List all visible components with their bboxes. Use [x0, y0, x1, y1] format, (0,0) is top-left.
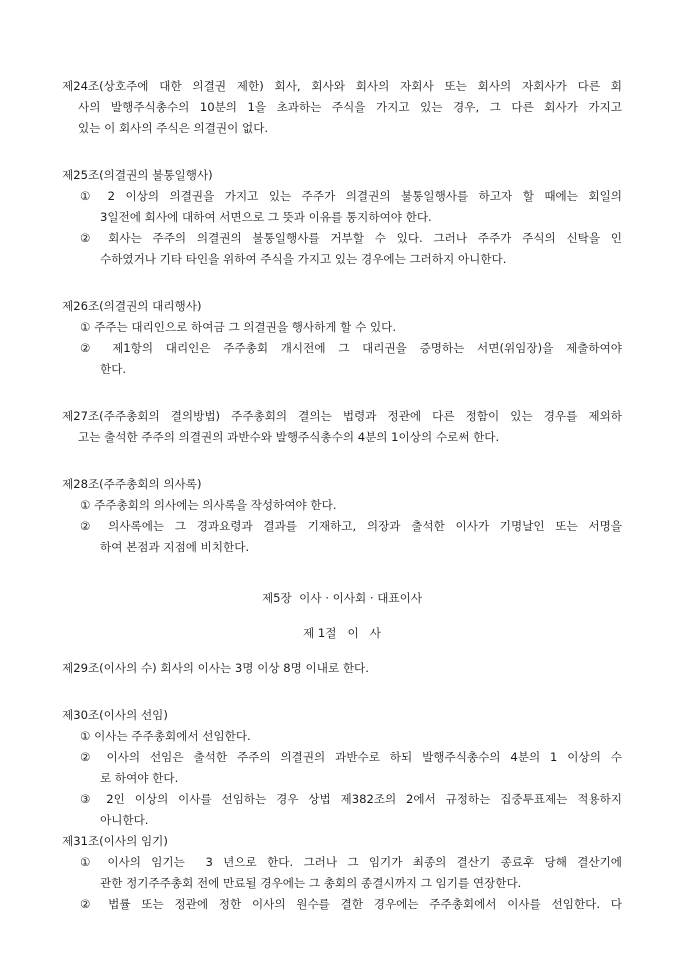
article-24-line-1: 제24조(상호주에 대한 의결권 제한) 회사, 회사와 회사의 자회사 또는 회사의 자회사가 다른 회 [62, 79, 622, 93]
article-24-line-2: 사의 발행주식총수의 10분의 1을 초과하는 주식을 가지고 있는 경우, 그 다른 회사가 가지고 [78, 100, 622, 114]
article-30-item-2: ② 이사의 선임은 출석한 주주의 의결권의 과반수로 하되 발행주식총수의 4분의 1 이상의 수 [80, 750, 622, 764]
article-31-item-2: ② 법률 또는 정관에 정한 이사의 원수를 결한 경우에는 주주총회에서 이사를 선임한다. 다 [80, 897, 622, 911]
chapter-heading: 제5장 이사 · 이사회 · 대표이사 [261, 591, 423, 605]
article-30-item-1: ① 이사는 주주총회에서 선임한다. [80, 729, 251, 743]
article-26-title: 제26조(의결권의 대리행사) [62, 299, 202, 313]
section-heading: 제 1절 이 사 [303, 626, 381, 640]
article-24 [62, 76, 622, 139]
article-26-item-1: ① 주주는 대리인으로 하여금 그 의결권을 행사하게 할 수 있다. [80, 320, 397, 334]
article-31 [62, 831, 622, 915]
article-28-title: 제28조(주주총회의 의사록) [62, 477, 202, 491]
article-27-line-2: 고는 출석한 주주의 의결권의 과반수와 발행주식총수의 4분의 1이상의 수로써 한다. [78, 430, 500, 444]
article-26-item-2-cont: 한다. [100, 362, 127, 376]
article-30-title: 제30조(이사의 선임) [62, 708, 168, 722]
article-28 [62, 474, 622, 558]
article-27 [62, 406, 622, 448]
article-25-item-2-cont: 수하였거나 기타 타인을 위하여 주식을 가지고 있는 경우에는 그러하지 아니한다. [100, 252, 507, 266]
article-31-item-1: ① 이사의 임기는 3 년으로 한다. 그러나 그 임기가 최종의 결산기 종료후 당해 결산기에 [80, 855, 622, 869]
article-25-item-1-cont: 3일전에 회사에 대하여 서면으로 그 뜻과 이유를 통지하여야 한다. [100, 210, 432, 224]
article-25-item-2: ② 회사는 주주의 의결권의 불통일행사를 거부할 수 있다. 그러나 주주가 주식의 신탁을 인 [80, 231, 622, 245]
article-25 [62, 165, 622, 270]
article-30-item-2-cont: 로 하여야 한다. [100, 771, 179, 785]
article-26 [62, 296, 622, 380]
article-24-line-3: 있는 이 회사의 주식은 의결권이 없다. [78, 121, 269, 135]
article-28-item-2: ② 의사록에는 그 경과요령과 결과를 기재하고, 의장과 출석한 이사가 기명날인 또는 서명을 [80, 519, 622, 533]
article-30-item-3-cont: 아니한다. [100, 813, 149, 827]
document-page [62, 76, 622, 915]
article-26-item-2: ② 제1항의 대리인은 주주총회 개시전에 그 대리권을 증명하는 서면(위임장)을 제출하여야 [80, 341, 622, 355]
article-25-title: 제25조(의결권의 불통일행사) [62, 168, 213, 182]
article-30 [62, 705, 622, 831]
article-31-title: 제31조(이사의 임기) [62, 834, 168, 848]
article-27-line-1: 제27조(주주총회의 결의방법) 주주총회의 결의는 법령과 정관에 다른 정함이 있는 경우를 제외하 [62, 409, 622, 423]
article-25-item-1: ① 2 이상의 의결권을 가지고 있는 주주가 의결권의 불통일행사를 하고자 할 때에는 회일의 [80, 189, 622, 203]
article-28-item-2-cont: 하여 본점과 지점에 비치한다. [100, 540, 250, 554]
article-29: 제29조(이사의 수) 회사의 이사는 3명 이상 8명 이내로 한다. [62, 661, 369, 675]
article-30-item-3: ③ 2인 이상의 이사를 선임하는 경우 상법 제382조의 2에서 규정하는 집중투표제는 적용하지 [80, 792, 622, 806]
article-28-item-1: ① 주주총회의 의사에는 의사록을 작성하여야 한다. [80, 498, 337, 512]
article-31-item-1-cont: 관한 정기주주총회 전에 만료될 경우에는 그 총회의 종결시까지 그 임기를 연장한다. [100, 876, 522, 890]
